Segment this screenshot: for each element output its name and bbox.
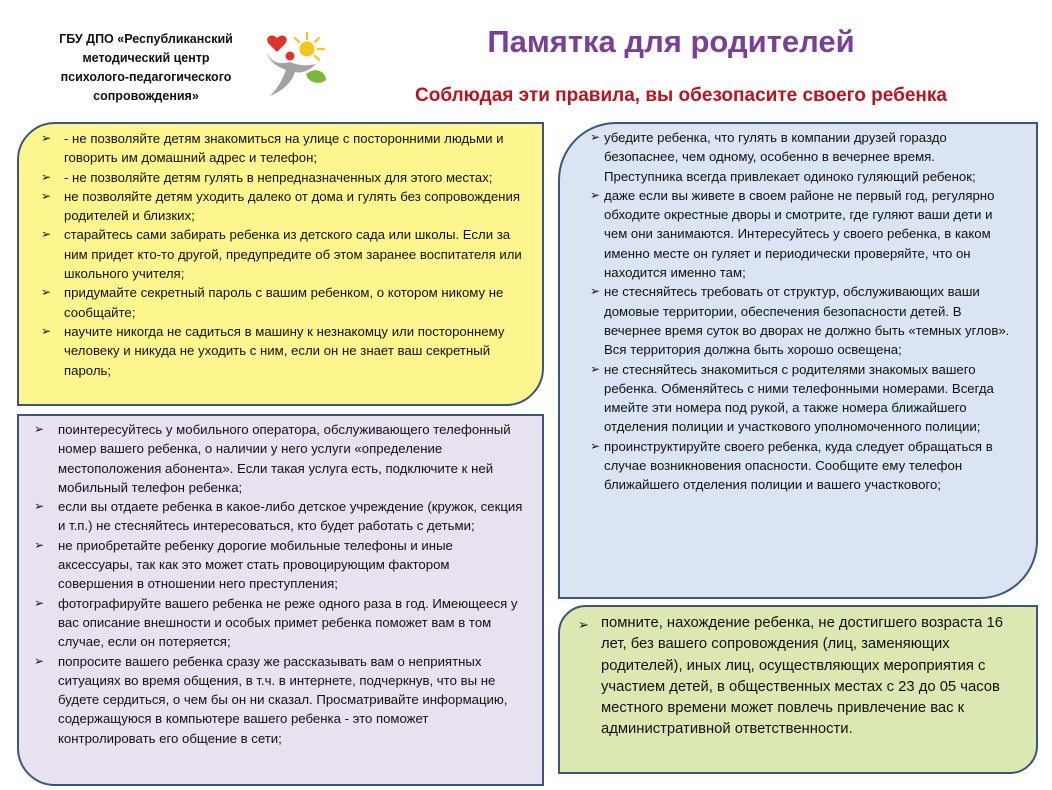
checkmark-arrow-icon: ➢ — [590, 130, 601, 144]
tip-text: - не позволяйте детям гулять в непредназначенных для этого местах; — [64, 169, 493, 185]
org-line: психолого-педагогического — [60, 70, 232, 84]
tip-text: не позволяйте детям уходить далеко от дома и гулять без сопровождения родителей и близких; — [64, 188, 520, 224]
child-sun-logo-icon — [262, 30, 328, 98]
tip-text: не стесняйтесь знакомиться с родителями знакомых вашего ребенка. Обменяйтесь с ними телефонными номерами. Всегда имейте эти номера под рукой, а также номера ближайшего отделения полиции и участкового уполномоченного полиции; — [604, 361, 994, 435]
tip-item — [590, 186, 1014, 282]
tip-text: поинтересуйтесь у мобильного оператора, обслуживающего телефонный номер вашего ребенка, о наличии у него услуги «определение местоположения абонента». Если такая услуга есть, подключите к ней мобильный телефон ребенка; — [58, 422, 511, 495]
tip-text: убедите ребенка, что гулять в компании друзей гораздо безопаснее, чем одному, особенно в вечернее время. Преступника всегда привлекает одиноко гуляющий ребенок; — [604, 130, 976, 184]
tip-text: даже если вы живете в своем районе не первый год, регулярно обходите окрестные дворы и смотрите, где гуляют ваши дети и чем они занимаются. Интересуйтесь у своего ребенка, в каком именно месте он гуляет и периодически проверяйте, что он находится именно там; — [604, 187, 995, 281]
checkmark-arrow-icon: ➢ — [590, 284, 601, 299]
page-subtitle: Соблюдая эти правила, вы обезопасите своего ребенка — [415, 85, 947, 106]
tip-item — [590, 282, 1014, 359]
organization-name — [30, 30, 262, 106]
tip-item — [39, 168, 530, 187]
tip-item — [39, 283, 530, 322]
checkmark-arrow-icon: ➢ — [590, 361, 601, 376]
tip-text: - не позволяйте детям знакомиться на улице с посторонними людьми и говорить им домашний адрес и телефон; — [64, 131, 504, 166]
tip-item — [39, 187, 530, 226]
tip-text: если вы отдаете ребенка в какое-либо детское учреждение (кружок, секция и т.п.) не стесняйтесь интересоваться, кто будет работать с детьми; — [58, 499, 523, 534]
checkmark-arrow-icon: ➢ — [34, 499, 45, 514]
checkmark-arrow-icon: ➢ — [41, 227, 52, 242]
tip-item — [39, 225, 530, 283]
page-title: Памятка для родителей — [487, 24, 855, 59]
checkmark-arrow-icon: ➢ — [34, 595, 45, 610]
org-line: ГБУ ДПО «Республиканский — [59, 32, 233, 46]
tip-text: научите никогда не садиться в машину к незнакомцу или постороннему человеку и никуда не уходить с ним, если он не знает ваш секретный пароль; — [64, 323, 505, 378]
tips-box-green — [558, 605, 1038, 774]
tips-box-lavender — [17, 414, 544, 786]
tip-item — [34, 536, 528, 594]
tip-text: не стесняйтесь требовать от структур, обслуживающих ваши домовые территории, обеспечения безопасности детей. В вечернее время суток во дворах не должно быть «темных углов». Вся территория должна быть хорошо освещена; — [604, 284, 1010, 358]
tip-text: попросите вашего ребенка сразу же рассказывать вам о неприятных ситуациях во время общения, в т.ч. в интернете, подчеркнув, что вы не будете сердиться, о чем бы он ни сказал. Просматривайте информацию, содержащуюся в компьютере вашего ребенка - это поможет контролировать его общение в сети; — [58, 653, 508, 746]
checkmark-arrow-icon: ➢ — [34, 653, 45, 668]
tip-item — [590, 360, 1014, 437]
checkmark-arrow-icon: ➢ — [578, 617, 589, 632]
tips-box-yellow — [17, 122, 544, 406]
org-line: методический центр — [82, 51, 210, 65]
tip-item — [34, 652, 528, 748]
tip-text: не приобретайте ребенку дорогие мобильные телефоны и иные аксессуары, так как это может стать провоцирующим фактором совершения в отношении него преступления; — [58, 537, 453, 592]
tip-text: помните, нахождение ребенка, не достигшего возраста 16 лет, без вашего сопровождения (лиц, заменяющих родителей), иных лиц, осуществляющих мероприятия с участием детей, в общественных местах с 23 до 05 часов местного времени может повлечь привлечение вас к административной ответственности. — [601, 615, 1003, 738]
tip-item — [39, 129, 530, 168]
checkmark-arrow-icon: ➢ — [590, 438, 601, 453]
tip-item — [39, 322, 530, 380]
tips-box-blue — [558, 122, 1038, 599]
checkmark-arrow-icon: ➢ — [34, 537, 45, 552]
tip-item — [34, 497, 528, 536]
tip-item — [34, 420, 528, 497]
checkmark-arrow-icon: ➢ — [41, 188, 52, 203]
tip-text: придумайте секретный пароль с вашим ребенком, о котором никому не сообщайте; — [64, 285, 504, 320]
checkmark-arrow-icon: ➢ — [41, 323, 52, 338]
tip-item — [590, 128, 1014, 186]
tip-item — [590, 437, 1014, 495]
tip-text: фотографируйте вашего ребенка не реже одного раза в год. Имеющееся у вас описание внешности и особых примет ребенка поможет вам в том случае, если он потеряется; — [58, 595, 518, 650]
tip-item — [574, 613, 1018, 741]
tip-text: проинструктируйте своего ребенка, куда следует обращаться в случае возникновения опасности. Сообщите ему телефон ближайшего отделения полиции и вашего участкового; — [604, 438, 993, 493]
checkmark-arrow-icon: ➢ — [34, 422, 45, 436]
checkmark-arrow-icon: ➢ — [41, 169, 52, 184]
tip-item — [34, 594, 528, 652]
checkmark-arrow-icon: ➢ — [41, 131, 52, 145]
org-line: сопровождения» — [93, 89, 199, 103]
tip-text: старайтесь сами забирать ребенка из детского сада или школы. Если за ним придет кто-то другой, предупредите об этом заранее воспитателя или школьного учителя; — [64, 227, 522, 282]
checkmark-arrow-icon: ➢ — [41, 285, 52, 300]
checkmark-arrow-icon: ➢ — [590, 187, 601, 202]
